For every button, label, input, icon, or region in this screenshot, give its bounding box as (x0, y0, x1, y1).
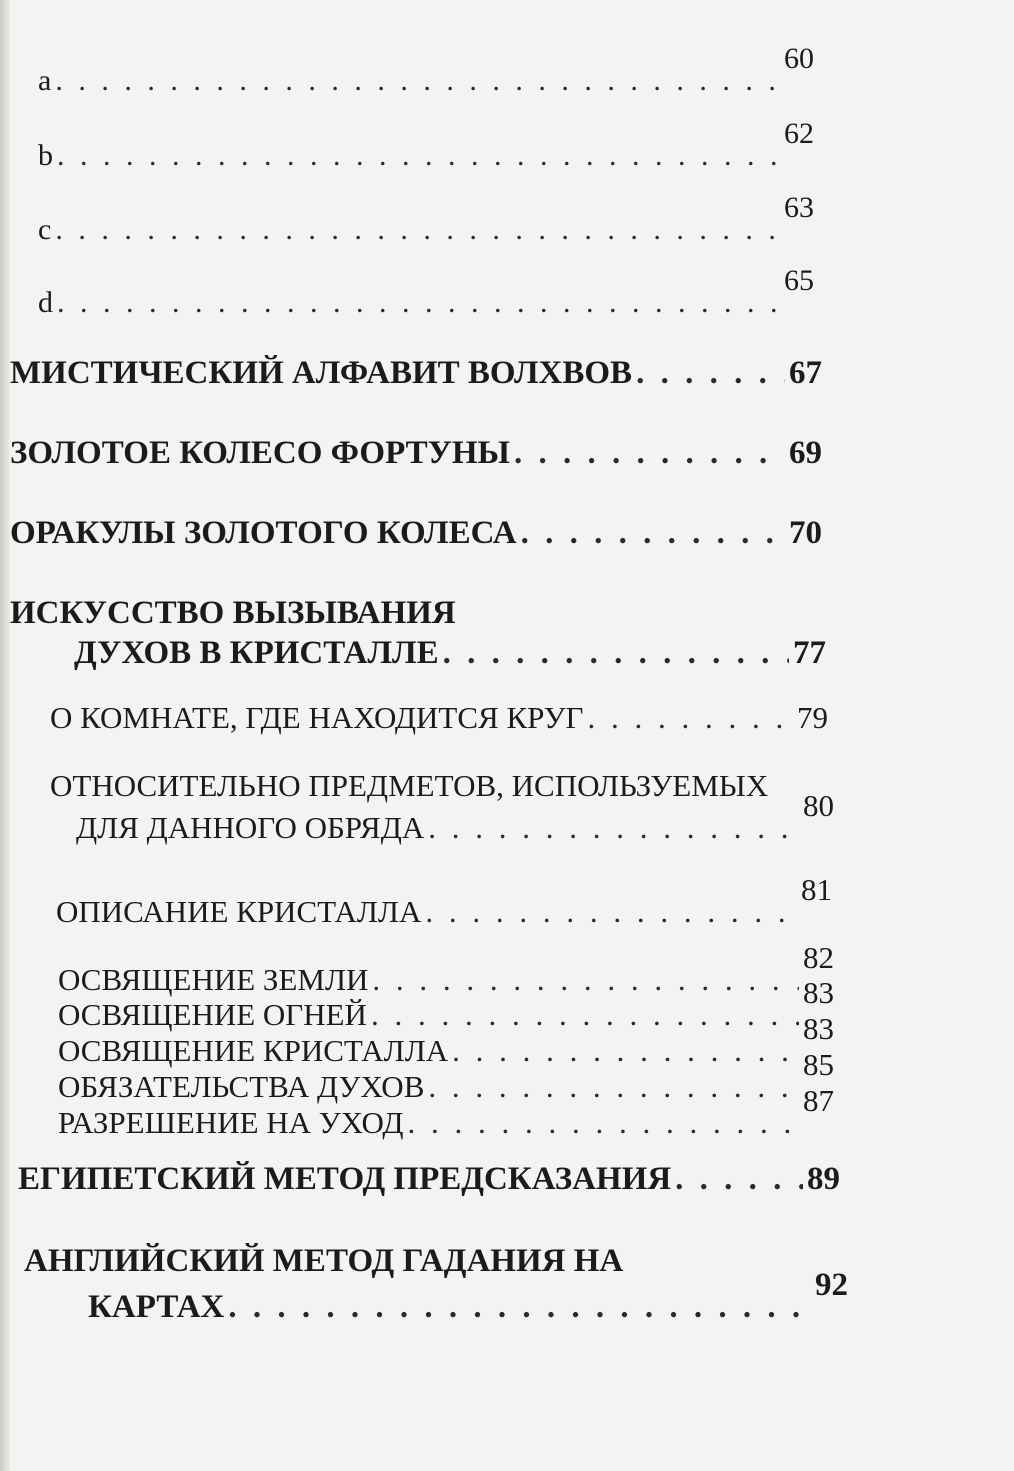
toc-section-crystal-line1 (10, 592, 822, 632)
toc-sub-title: ОТНОСИТЕЛЬНО ПРЕДМЕТОВ, ИСПОЛЬЗУЕМЫХ (50, 768, 769, 803)
toc-section-page: 92 (815, 1267, 848, 1303)
dot-leader (55, 213, 780, 247)
toc-sub-title: ОСВЯЩЕНИЕ ОГНЕЙ (58, 997, 367, 1032)
toc-sub-objects-line1 (50, 764, 828, 804)
toc-sub-page: 82 (803, 940, 834, 975)
toc-sub-title: ДЛЯ ДАННОГО ОБРЯДА (76, 810, 425, 845)
toc-section-golden-wheel (10, 432, 822, 472)
toc-section-title: ИСКУССТВО ВЫЗЫВАНИЯ (10, 595, 456, 631)
toc-section-page: 70 (789, 515, 822, 551)
toc-section-page: 69 (789, 435, 822, 471)
toc-entry-page: 63 (784, 191, 814, 224)
dot-leader (443, 635, 789, 672)
toc-entry-c (38, 191, 814, 247)
toc-sub-title: РАЗРЕШЕНИЕ НА УХОД (58, 1105, 404, 1140)
toc-sub-earth (58, 940, 834, 998)
toc-section-oracles (10, 512, 822, 552)
toc-sub-title: ОСВЯЩЕНИЕ ЗЕМЛИ (58, 962, 369, 997)
toc-entry-b (38, 117, 814, 173)
toc-entry-page: 60 (784, 42, 814, 75)
toc-entry-title: b (38, 139, 53, 172)
toc-sub-page: 79 (797, 700, 828, 735)
toc-entry-page: 65 (784, 264, 814, 297)
toc-sub-page: 87 (803, 1083, 834, 1118)
toc-section-title: МИСТИЧЕСКИЙ АЛФАВИТ ВОЛХВОВ (10, 355, 633, 391)
toc-section-title: КАРТАХ (88, 1289, 225, 1325)
toc-section-english-line1 (24, 1240, 840, 1280)
toc-section-title: ЗОЛОТОЕ КОЛЕСО ФОРТУНЫ (10, 435, 510, 471)
toc-sub-title: О КОМНАТЕ, ГДЕ НАХОДИТСЯ КРУГ (50, 700, 584, 735)
toc-section-title: АНГЛИЙСКИЙ МЕТОД ГАДАНИЯ НА (24, 1243, 624, 1279)
toc-section-title: ДУХОВ В КРИСТАЛЛЕ (74, 635, 439, 671)
toc-entry-a (38, 42, 814, 98)
toc-entry-title: d (38, 286, 53, 319)
toc-sub-page: 80 (803, 788, 834, 823)
toc-section-page: 67 (789, 355, 822, 391)
toc-section-title: ЕГИПЕТСКИЙ МЕТОД ПРЕДСКАЗАНИЯ (18, 1161, 672, 1197)
dot-leader (587, 700, 793, 736)
toc-section-crystal-line2 (74, 632, 826, 672)
dot-leader (636, 355, 785, 392)
toc-section-mystic-alphabet (10, 352, 822, 392)
toc-entry-title: c (38, 213, 52, 246)
toc-sub-objects-line2 (76, 788, 834, 846)
dot-leader (521, 515, 785, 552)
toc-sub-title: ОСВЯЩЕНИЕ КРИСТАЛЛА (58, 1033, 449, 1068)
toc-sub-title: ОПИСАНИЕ КРИСТАЛЛА (56, 894, 422, 929)
toc-sub-description (56, 872, 832, 930)
toc-section-page: 89 (807, 1161, 840, 1197)
toc-sub-page: 81 (801, 872, 832, 907)
dot-leader (425, 894, 797, 930)
toc-sub-page: 85 (803, 1047, 834, 1082)
dot-leader (452, 1033, 799, 1069)
dot-leader (675, 1161, 803, 1198)
dot-leader (55, 64, 780, 98)
toc-entry-d (38, 264, 814, 320)
toc-entry-title: a (38, 64, 52, 97)
toc-section-english-line2 (88, 1267, 848, 1326)
toc-sub-title: ОБЯЗАТЕЛЬСТВА ДУХОВ (58, 1069, 425, 1104)
toc-sub-room (50, 696, 828, 736)
dot-leader (371, 997, 799, 1033)
toc-sub-page: 83 (803, 975, 834, 1010)
dot-leader (428, 810, 799, 846)
dot-leader (228, 1289, 811, 1326)
page-binding-shadow (0, 0, 10, 1471)
dot-leader (57, 286, 780, 320)
dot-leader (514, 435, 785, 472)
toc-entry-page: 62 (784, 117, 814, 150)
toc-sub-page: 83 (803, 1011, 834, 1046)
dot-leader (57, 139, 780, 173)
dot-leader (408, 1105, 799, 1141)
toc-section-egyptian-method (18, 1158, 840, 1198)
dot-leader (428, 1069, 799, 1105)
toc-section-title: ОРАКУЛЫ ЗОЛОТОГО КОЛЕСА (10, 515, 517, 551)
toc-section-page: 77 (793, 635, 826, 671)
